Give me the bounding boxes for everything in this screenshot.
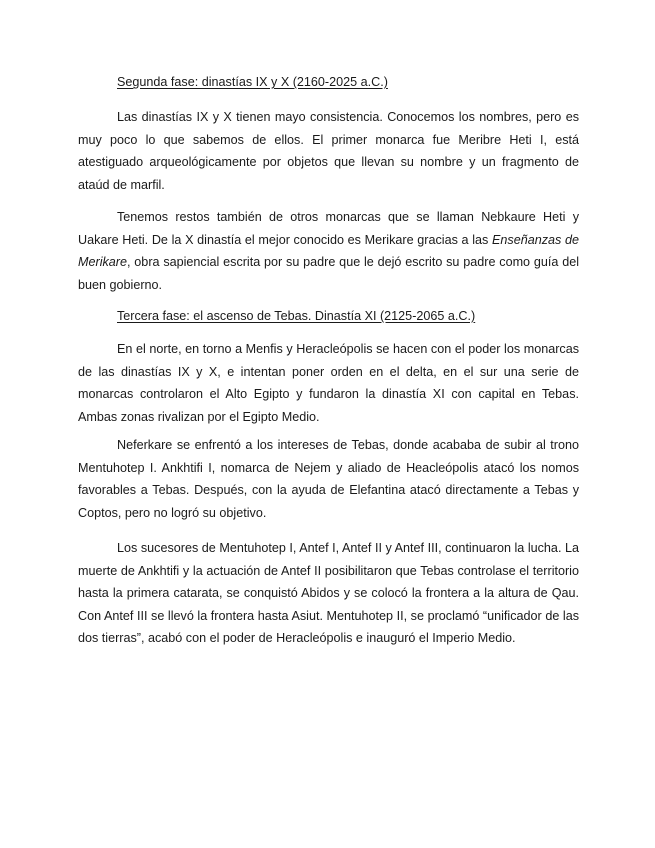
paragraph-4-text: Neferkare se enfrentó a los intereses de Tebas, donde acababa de subir al trono Mentuhotep I. Ankhtifi I, nomarca de Nejem y aliado de Heacleópolis atacó los nomos favorables a Tebas. Después, con la ayuda de Elefantina atacó directamente a Tebas y Coptos, pero no logró su objetivo. xyxy=(78,438,579,520)
paragraph-2-title-italic: Enseñanzas de Merikare xyxy=(78,232,579,270)
paragraph-5 xyxy=(78,537,579,650)
paragraph-4 xyxy=(78,434,579,524)
paragraph-2-text-b: , obra sapiencial escrita por su padre que le dejó escrito su padre como guía del buen gobierno. xyxy=(78,255,579,292)
section-heading-segunda-fase: Segunda fase: dinastías IX y X (2160-2025 a.C.) xyxy=(117,75,388,89)
paragraph-1 xyxy=(78,106,579,196)
paragraph-1-text: Las dinastías IX y X tienen mayo consistencia. Conocemos los nombres, pero es muy poco lo que sabemos de ellos. El primer monarca fue Meribre Heti I, está atestiguado arqueológicamente por objetos que llevan su nombre y un fragmento de ataúd de marfil. xyxy=(78,110,579,192)
section-heading-tercera-fase: Tercera fase: el ascenso de Tebas. Dinastía XI (2125-2065 a.C.) xyxy=(117,309,476,323)
paragraph-5-text: Los sucesores de Mentuhotep I, Antef I, Antef II y Antef III, continuaron la lucha. La muerte de Ankhtifi y la actuación de Antef II posibilitaron que Tebas controlase el territorio hasta la primera catarata, se conquistó Abidos y se colocó la frontera a la altura de Qau. Con Antef III se llevó la frontera hasta Asiut. Mentuhotep II, se proclamó “unificador de las dos tierras”, acabó con el poder de Heracleópolis e inauguró el Imperio Medio. xyxy=(78,541,579,646)
paragraph-2 xyxy=(78,206,579,296)
paragraph-3 xyxy=(78,338,579,428)
paragraph-3-text: En el norte, en torno a Menfis y Heracleópolis se hacen con el poder los monarcas de las dinastías IX y X, e intentan poner orden en el delta, en el sur una serie de monarcas controlaron el Alto Egipto y fundaron la dinastía XI con capital en Tebas. Ambas zonas rivalizan por el Egipto Medio. xyxy=(78,342,579,424)
paragraph-2-text-a: Tenemos restos también de otros monarcas que se llaman Nebkaure Heti y Uakare Heti. De la X dinastía el mejor conocido es Merikare gracias a las xyxy=(78,210,579,247)
